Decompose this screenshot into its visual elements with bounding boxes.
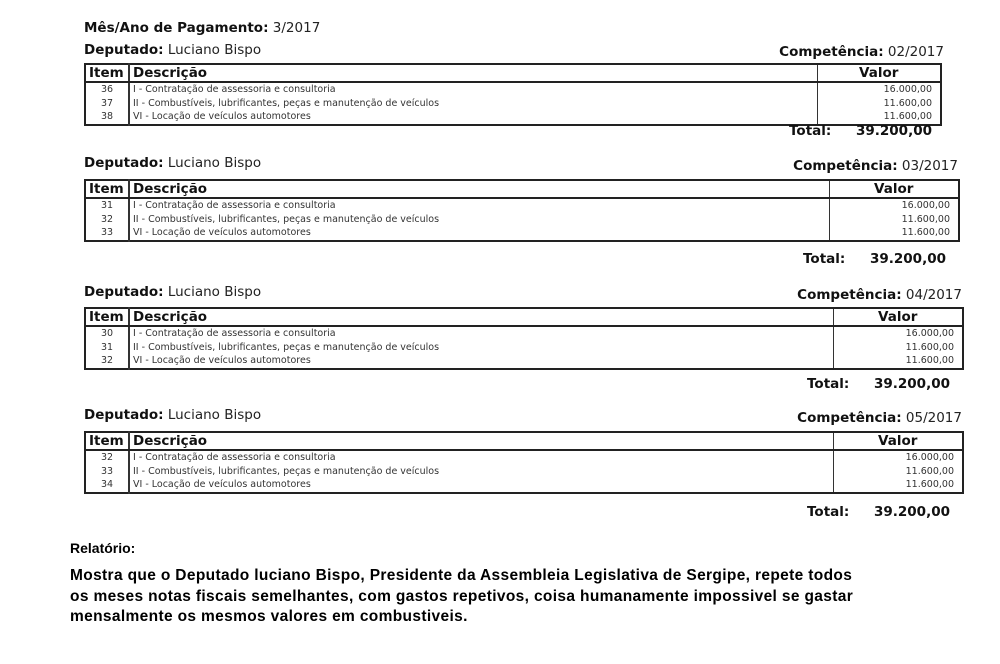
cell-valor: 11.600,00: [905, 465, 954, 477]
report-body: Mostra que o Deputado luciano Bispo, Presidente da Assembleia Legislativa de Sergipe, repete todos os meses notas fiscais semelhantes, com gastos repetivos, coisa humanamente impossivel se gastar mensalmente os mesmos valores em combustiveis.: [70, 567, 854, 625]
cell-valor: 11.600,00: [883, 111, 932, 122]
competence-value: 03/2017: [901, 158, 958, 174]
header-descricao: Descrição: [129, 308, 833, 326]
table-row: [85, 465, 963, 479]
table-row: [85, 341, 963, 355]
cell-descricao: II - Combustíveis, lubrificantes, peças e manutenção de veículos: [129, 97, 817, 111]
cell-descricao: I - Contratação de assessoria e consultoria: [129, 82, 817, 97]
header-item: Item: [85, 432, 129, 450]
cell-valor: 11.600,00: [883, 97, 932, 109]
header-descricao: Descrição: [129, 432, 833, 450]
table-header-row: [85, 64, 941, 82]
cell-item: 32: [85, 213, 129, 227]
cell-descricao: II - Combustíveis, lubrificantes, peças e manutenção de veículos: [129, 213, 829, 227]
cell-valor: 16.000,00: [901, 200, 950, 211]
payment-month-label: Mês/Ano de Pagamento:: [84, 20, 269, 36]
table-row: [85, 478, 963, 493]
table-row: [85, 450, 963, 465]
table-row: [85, 213, 959, 227]
cell-item: 34: [85, 478, 129, 493]
cell-item: 33: [85, 226, 129, 241]
table-row: [85, 354, 963, 369]
deputy-name: Luciano Bispo: [167, 42, 262, 58]
competence-label: Competência:: [797, 287, 902, 303]
table-row: [85, 97, 941, 111]
expense-table: [84, 431, 964, 494]
payment-month-value: 3/2017: [272, 20, 321, 36]
payment-month-line: [84, 20, 320, 36]
deputy-name: Luciano Bispo: [167, 407, 262, 423]
header-valor: Valor: [829, 180, 959, 198]
expense-table: [84, 63, 942, 126]
cell-descricao: VI - Locação de veículos automotores: [129, 354, 833, 369]
report-section: [70, 540, 860, 628]
cell-descricao: II - Combustíveis, lubrificantes, peças e manutenção de veículos: [129, 341, 833, 355]
total-label: Total:: [807, 504, 850, 520]
cell-valor: 16.000,00: [905, 328, 954, 339]
table-row: [85, 82, 941, 97]
cell-valor: 11.600,00: [905, 341, 954, 353]
header-item: Item: [85, 180, 129, 198]
deputy-line: [84, 407, 261, 423]
competence-line: [793, 158, 958, 174]
deputy-label: Deputado:: [84, 42, 164, 58]
table-row: [85, 226, 959, 241]
total-value: 39.200,00: [855, 123, 932, 139]
cell-descricao: I - Contratação de assessoria e consultoria: [129, 450, 833, 465]
deputy-name: Luciano Bispo: [167, 155, 262, 171]
header-valor: Valor: [833, 308, 963, 326]
expense-block: [84, 41, 944, 141]
deputy-line: [84, 155, 261, 171]
cell-item: 33: [85, 465, 129, 479]
competence-line: [797, 287, 962, 303]
cell-descricao: VI - Locação de veículos automotores: [129, 110, 817, 125]
total-value: 39.200,00: [873, 504, 950, 520]
competence-line: [797, 410, 962, 426]
deputy-label: Deputado:: [84, 284, 164, 300]
cell-valor: 11.600,00: [901, 227, 950, 238]
cell-item: 30: [85, 326, 129, 341]
cell-descricao: VI - Locação de veículos automotores: [129, 478, 833, 493]
expense-block: [84, 406, 962, 524]
deputy-line: [84, 284, 261, 300]
cell-item: 32: [85, 450, 129, 465]
deputy-name: Luciano Bispo: [167, 284, 262, 300]
expense-block: [84, 283, 962, 395]
table-row: [85, 326, 963, 341]
header-descricao: Descrição: [129, 64, 817, 82]
competence-label: Competência:: [797, 410, 902, 426]
header-item: Item: [85, 64, 129, 82]
header-valor: Valor: [833, 432, 963, 450]
competence-line: [779, 44, 944, 60]
cell-valor: 11.600,00: [905, 479, 954, 490]
total-line: [807, 376, 950, 392]
competence-label: Competência:: [779, 44, 884, 60]
cell-descricao: I - Contratação de assessoria e consultoria: [129, 326, 833, 341]
competence-value: 02/2017: [887, 44, 944, 60]
total-value: 39.200,00: [873, 376, 950, 392]
total-line: [789, 123, 932, 139]
deputy-line: [84, 42, 261, 58]
total-line: [807, 504, 950, 520]
cell-descricao: II - Combustíveis, lubrificantes, peças e manutenção de veículos: [129, 465, 833, 479]
report-title: Relatório:: [70, 540, 136, 556]
cell-item: 36: [85, 82, 129, 97]
total-line: [803, 251, 946, 267]
total-label: Total:: [789, 123, 832, 139]
cell-valor: 16.000,00: [905, 452, 954, 463]
cell-item: 31: [85, 198, 129, 213]
expense-table: [84, 179, 960, 242]
table-row: [85, 198, 959, 213]
cell-valor: 11.600,00: [905, 355, 954, 366]
header-valor: Valor: [817, 64, 941, 82]
deputy-label: Deputado:: [84, 407, 164, 423]
cell-descricao: I - Contratação de assessoria e consultoria: [129, 198, 829, 213]
total-label: Total:: [803, 251, 846, 267]
total-value: 39.200,00: [869, 251, 946, 267]
cell-item: 32: [85, 354, 129, 369]
table-header-row: [85, 180, 959, 198]
table-header-row: [85, 308, 963, 326]
competence-value: 05/2017: [905, 410, 962, 426]
total-label: Total:: [807, 376, 850, 392]
cell-valor: 16.000,00: [883, 84, 932, 95]
cell-item: 37: [85, 97, 129, 111]
header-item: Item: [85, 308, 129, 326]
table-header-row: [85, 432, 963, 450]
expense-block: [84, 154, 958, 269]
expense-table: [84, 307, 964, 370]
cell-item: 31: [85, 341, 129, 355]
competence-value: 04/2017: [905, 287, 962, 303]
deputy-label: Deputado:: [84, 155, 164, 171]
cell-valor: 11.600,00: [901, 213, 950, 225]
header-descricao: Descrição: [129, 180, 829, 198]
competence-label: Competência:: [793, 158, 898, 174]
cell-item: 38: [85, 110, 129, 125]
cell-descricao: VI - Locação de veículos automotores: [129, 226, 829, 241]
